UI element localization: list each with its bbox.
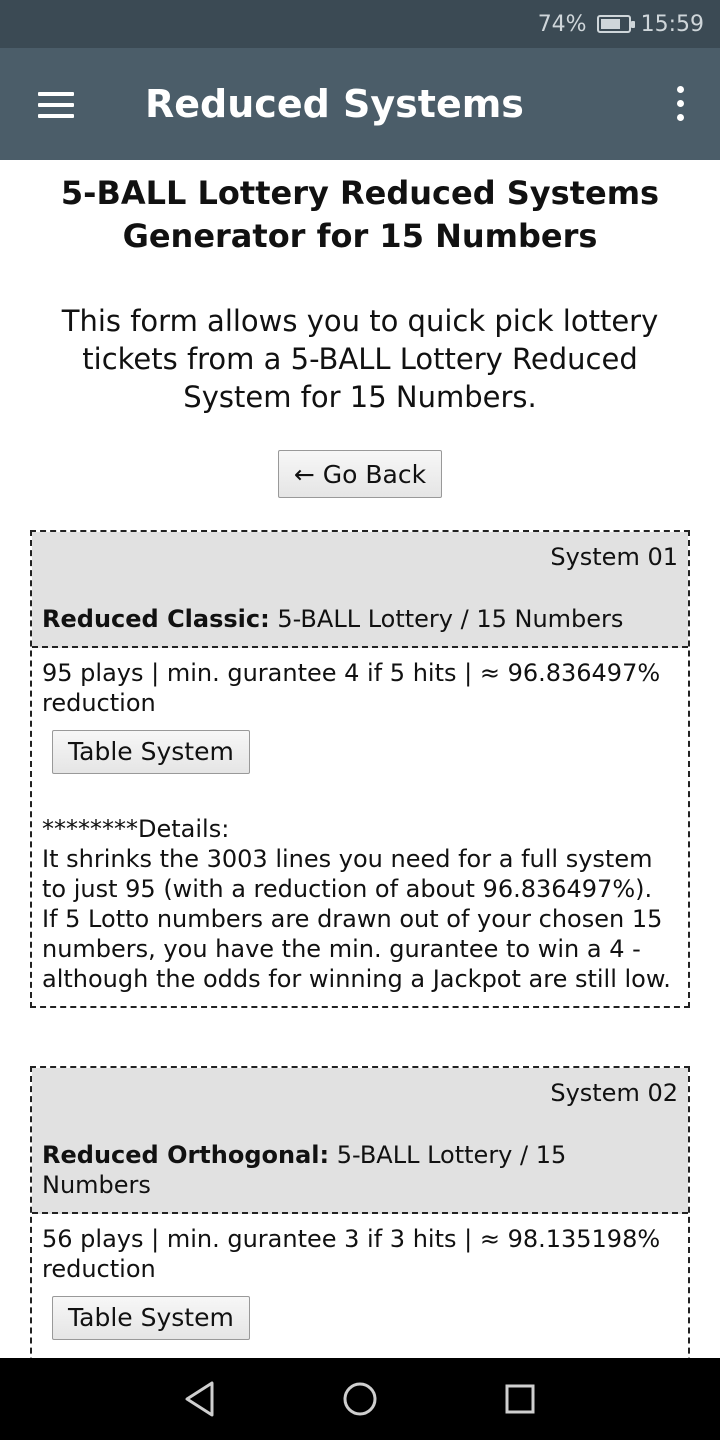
system-card-header [32,532,688,648]
app-title: Reduced Systems [145,82,524,126]
hamburger-menu-icon[interactable] [38,92,74,118]
intro-text: This form allows you to quick pick lottery tickets from a 5-BALL Lottery Reduced System for 15 Numbers. [61,304,659,414]
nav-buttons [0,1358,720,1440]
status-bar [0,0,720,48]
system-summary: 56 plays | min. gurantee 3 if 3 hits | ≈ 98.135198% reduction [42,1225,661,1283]
system-description: 5-BALL Lottery / 15 Numbers [277,605,624,633]
system-card-header [32,1068,688,1214]
table-system-button[interactable]: Table System [52,730,250,774]
home-nav-icon[interactable] [345,1384,375,1414]
battery-icon [597,15,631,33]
system-card-01 [30,530,690,1008]
back-nav-icon[interactable] [187,1383,212,1415]
page-content [0,160,720,1358]
more-options-icon[interactable] [674,86,686,122]
system-type: Reduced Orthogonal: [42,1141,330,1169]
system-summary: 95 plays | min. gurantee 4 if 5 hits | ≈ 96.836497% reduction [42,659,661,717]
system-number: System 02 [550,1079,678,1107]
system-name [42,604,678,634]
recents-nav-icon[interactable] [507,1386,533,1412]
details-text-1: It shrinks the 3003 lines you need for a full system to just 95 (with a reduction of about 96.836497%). [42,845,653,903]
app-bar [0,48,720,160]
system-type: Reduced Classic: [42,605,270,633]
system-card-body [32,648,688,1006]
system-description: 5-BALL Lottery / 15 Numbers [42,1141,567,1199]
go-back-button[interactable]: ← Go Back [278,450,442,498]
system-number: System 01 [550,543,678,571]
details-label: ********Details: [42,815,230,843]
system-name [42,1140,678,1200]
clock: 15:59 [640,11,704,37]
navigation-bar [0,1358,720,1440]
battery-percent: 74% [537,11,587,37]
table-system-button[interactable]: Table System [52,1296,250,1340]
page-heading: 5-BALL Lottery Reduced Systems Generator for 15 Numbers [60,174,660,255]
details-text-2: If 5 Lotto numbers are drawn out of your chosen 15 numbers, you have the min. gurantee to win a 4 - although the odds for winning a Jackpot are still low. [42,905,671,993]
